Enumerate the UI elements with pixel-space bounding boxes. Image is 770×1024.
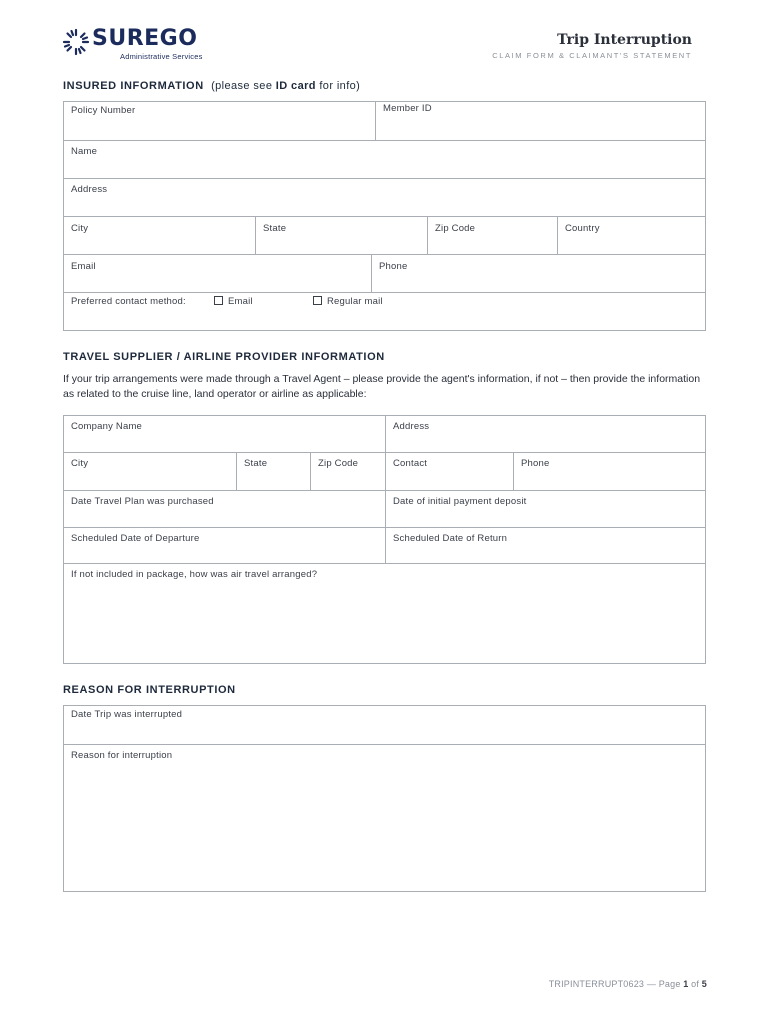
insured-row-email <box>64 254 705 293</box>
contact-option-email[interactable] <box>214 296 253 307</box>
supplier-contact-field[interactable] <box>385 453 514 491</box>
zip-field[interactable] <box>427 217 558 255</box>
supplier-state-field[interactable] <box>236 453 311 491</box>
supplier-address-field[interactable] <box>385 416 705 452</box>
contact-option-mail[interactable] <box>313 296 383 307</box>
supplier-contact-label: Contact <box>393 458 428 469</box>
travel-row-city <box>64 452 705 491</box>
document-title: Trip Interruption <box>557 32 692 48</box>
logo-subtext: Administrative Services <box>120 52 203 61</box>
insured-info-form <box>63 101 706 331</box>
date-interrupted-label: Date Trip was interrupted <box>71 709 183 720</box>
travel-row-dates-purchase <box>64 490 705 528</box>
air-travel-label: If not included in package, how was air travel arranged? <box>71 569 318 580</box>
date-purchased-label: Date Travel Plan was purchased <box>71 496 214 507</box>
supplier-city-label: City <box>71 458 89 469</box>
zip-label: Zip Code <box>435 223 476 234</box>
insured-row-address <box>64 178 705 217</box>
member-id-label: Member ID <box>383 103 432 114</box>
reason-section-heading: REASON FOR INTERRUPTION <box>63 684 236 696</box>
travel-row-company <box>64 416 705 452</box>
supplier-phone-field[interactable] <box>513 453 705 491</box>
policy-number-field[interactable] <box>64 102 375 140</box>
email-field[interactable] <box>64 255 371 293</box>
insured-row-policy <box>64 102 705 140</box>
name-label: Name <box>71 146 98 157</box>
country-field[interactable] <box>557 217 705 255</box>
address-field[interactable] <box>64 179 705 217</box>
email-label: Email <box>71 261 96 272</box>
logo <box>62 28 212 64</box>
city-label: City <box>71 223 89 234</box>
logo-wordmark: SUREGO <box>92 26 198 51</box>
form-code: TRIPINTERRUPT0623 <box>548 979 645 989</box>
reason-label: Reason for interruption <box>71 750 173 761</box>
phone-field[interactable] <box>371 255 705 293</box>
insured-row-contact-method <box>64 292 705 331</box>
supplier-zip-label: Zip Code <box>318 458 359 469</box>
surego-logo-icon <box>62 28 90 56</box>
supplier-state-label: State <box>244 458 268 469</box>
travel-section-heading: TRAVEL SUPPLIER / AIRLINE PROVIDER INFORMATION <box>63 351 385 363</box>
state-field[interactable] <box>255 217 428 255</box>
supplier-address-label: Address <box>393 421 430 432</box>
page-total: 5 <box>701 979 707 989</box>
country-label: Country <box>565 223 600 234</box>
travel-row-air-travel <box>64 563 705 664</box>
contact-option-email-label: Email <box>228 296 253 307</box>
air-travel-field[interactable] <box>64 564 705 664</box>
date-initial-payment-label: Date of initial payment deposit <box>393 496 527 507</box>
travel-intro-text: If your trip arrangements were made through a Travel Agent – please provide the agent's information, if not – then provide the information as related to the cruise line, land operator or airline as applicable: <box>63 373 701 400</box>
supplier-phone-label: Phone <box>521 458 550 469</box>
insured-section-heading <box>63 80 360 92</box>
return-date-field[interactable] <box>385 528 705 564</box>
name-field[interactable] <box>64 141 705 179</box>
reason-row-reason <box>64 744 705 892</box>
departure-date-label: Scheduled Date of Departure <box>71 533 200 544</box>
email-checkbox[interactable] <box>214 296 223 305</box>
state-label: State <box>263 223 287 234</box>
reason-field[interactable] <box>64 745 705 892</box>
address-label: Address <box>71 184 108 195</box>
departure-date-field[interactable] <box>64 528 385 564</box>
supplier-zip-field[interactable] <box>310 453 386 491</box>
page-number: 1 <box>683 979 689 989</box>
supplier-city-field[interactable] <box>64 453 236 491</box>
date-interrupted-field[interactable] <box>64 706 705 744</box>
insured-row-city <box>64 216 705 255</box>
insured-heading-note: (please see ID card for info) <box>211 80 361 92</box>
reason-row-date <box>64 706 705 744</box>
city-field[interactable] <box>64 217 255 255</box>
page-footer: TRIPINTERRUPT0623 — Page 1 of 5 <box>548 979 707 989</box>
reason-form <box>63 705 706 892</box>
travel-row-schedule <box>64 527 705 564</box>
return-date-label: Scheduled Date of Return <box>393 533 508 544</box>
date-purchased-field[interactable] <box>64 491 385 528</box>
company-name-label: Company Name <box>71 421 143 432</box>
travel-supplier-form <box>63 415 706 664</box>
contact-option-mail-label: Regular mail <box>327 296 383 307</box>
document-subtitle: CLAIM FORM & CLAIMANT'S STATEMENT <box>492 51 692 60</box>
policy-number-label: Policy Number <box>71 105 136 116</box>
date-initial-payment-field[interactable] <box>385 491 705 528</box>
insured-heading-text: INSURED INFORMATION <box>63 80 204 92</box>
company-name-field[interactable] <box>64 416 385 452</box>
regular-mail-checkbox[interactable] <box>313 296 322 305</box>
insured-row-name <box>64 140 705 179</box>
member-id-field[interactable] <box>375 102 705 140</box>
phone-label: Phone <box>379 261 408 272</box>
contact-method-label: Preferred contact method: <box>71 296 186 307</box>
